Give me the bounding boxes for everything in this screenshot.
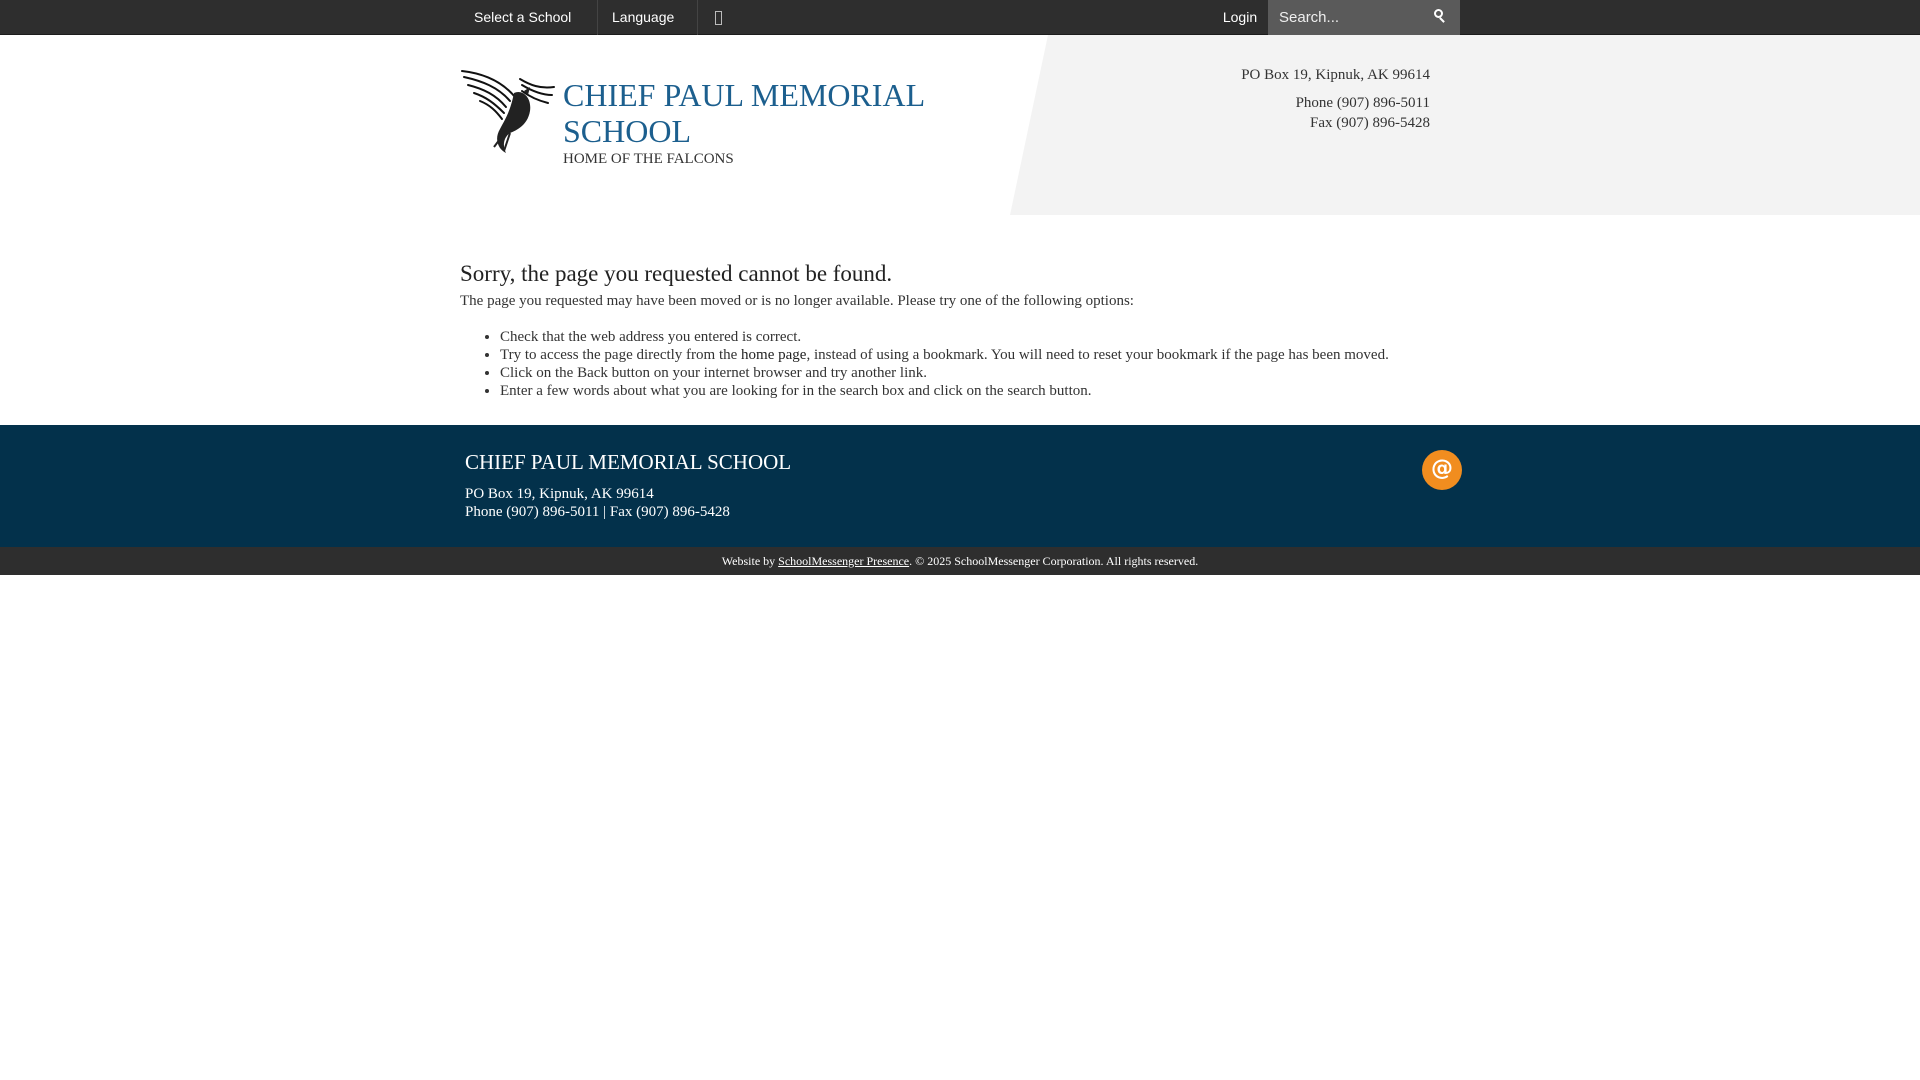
- select-school-dropdown[interactable]: [460, 0, 598, 35]
- search-button[interactable]: [1420, 0, 1460, 35]
- footer-phone-fax: Phone (907) 896-5011 | Fax (907) 896-5428: [465, 504, 730, 520]
- site-footer: [0, 425, 1920, 547]
- error-intro-text: The page you requested may have been moved or is no longer available. Please try one of the following options:: [460, 293, 1134, 309]
- footer-address: PO Box 19, Kipnuk, AK 99614: [465, 486, 654, 502]
- falcon-logo-icon: [460, 67, 556, 155]
- bookmark-button[interactable]: [698, 0, 738, 35]
- search-box: [1268, 0, 1460, 35]
- list-item: • Enter a few words about what you are looking for in the search box and click on the search button.: [500, 382, 1460, 400]
- login-link[interactable]: Login: [1222, 9, 1258, 25]
- bookmark-icon: [715, 11, 722, 25]
- header-contact: [1130, 65, 1430, 133]
- site-header: [0, 35, 1920, 215]
- search-input[interactable]: [1268, 0, 1420, 35]
- language-dropdown[interactable]: [598, 0, 698, 35]
- top-bar-inner: [460, 0, 1460, 35]
- search-icon-handle: [1439, 17, 1445, 23]
- list-item-text: Try to access the page directly from the: [500, 347, 742, 363]
- select-school-label: Select a School: [474, 9, 572, 25]
- page-title: Sorry, the page you requested cannot be found.: [460, 261, 893, 286]
- school-name-title: CHIEF PAUL MEMORIAL SCHOOL: [563, 77, 924, 149]
- list-item-text: , instead of using a bookmark. You will need to reset your bookmark if the page has been moved.: [806, 347, 1389, 363]
- header-address: PO Box 19, Kipnuk, AK 99614: [1241, 67, 1430, 83]
- schoolmessenger-link[interactable]: SchoolMessenger Presence: [778, 554, 910, 568]
- school-brand[interactable]: [460, 67, 1000, 187]
- language-label: Language: [612, 9, 675, 25]
- copyright-bar: [0, 547, 1920, 575]
- list-item: • Click on the Back button on your internet browser and try another link.: [500, 364, 1460, 382]
- options-list: [460, 328, 1460, 400]
- header-phone: Phone (907) 896-5011: [1295, 95, 1430, 111]
- email-icon[interactable]: @: [1422, 450, 1462, 490]
- search-icon: [1434, 9, 1443, 18]
- main-content: [460, 260, 1460, 400]
- school-tagline: HOME OF THE FALCONS: [563, 151, 734, 167]
- home-page-link[interactable]: home page: [741, 347, 807, 363]
- list-item: • Check that the web address you entered is correct.: [500, 328, 1460, 346]
- footer-inner: [465, 449, 1465, 521]
- footer-school-name: CHIEF PAUL MEMORIAL SCHOOL: [465, 450, 792, 474]
- top-bar: [0, 0, 1920, 35]
- copyright-text: . © 2025 SchoolMessenger Corporation. All rights reserved.: [909, 554, 1199, 568]
- copyright-prefix: Website by: [721, 554, 779, 568]
- header-fax: Fax (907) 896-5428: [1310, 115, 1430, 131]
- list-item: [500, 346, 1460, 364]
